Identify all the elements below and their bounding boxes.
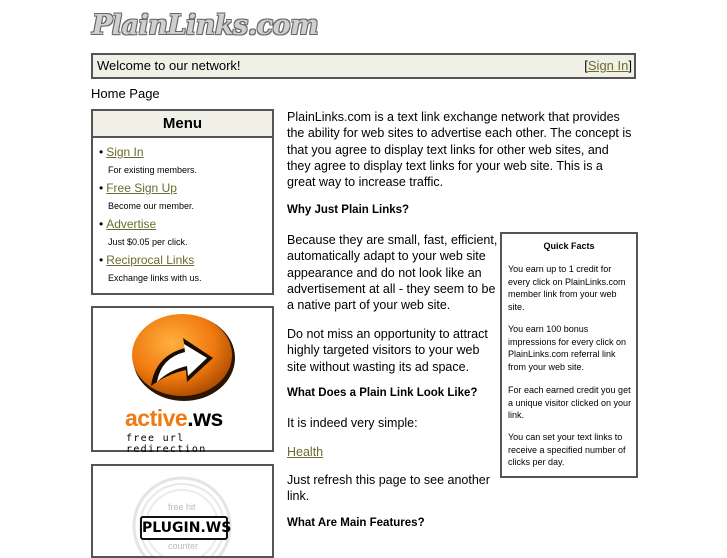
- plugin-ws-bottom-text: counter: [168, 541, 199, 551]
- look-paragraph: It is indeed very simple:: [287, 416, 418, 430]
- site-logo[interactable]: PlainLinks.com: [92, 10, 319, 41]
- quick-facts-box: [500, 232, 638, 478]
- menu-desc-reciprocal: Exchange links with us.: [108, 273, 202, 283]
- bullet-icon: •: [99, 181, 104, 195]
- menu-item-free-signup: [99, 181, 177, 195]
- menu-item-advertise: [99, 217, 156, 231]
- menu-link-reciprocal[interactable]: Reciprocal Links: [106, 253, 195, 267]
- menu-item-signin: [99, 145, 144, 159]
- bullet-icon: •: [99, 145, 104, 159]
- refresh-paragraph: Just refresh this page to see another link.: [287, 473, 490, 504]
- menu-link-signin[interactable]: Sign In: [106, 145, 144, 159]
- menu-box: [91, 109, 274, 295]
- plugin-ws-banner[interactable]: [91, 464, 274, 558]
- menu-desc-signin: For existing members.: [108, 165, 198, 175]
- quick-facts-title: Quick Facts: [543, 241, 595, 251]
- why-heading: Why Just Plain Links?: [287, 204, 410, 216]
- welcome-message: Welcome to our network!: [97, 58, 241, 73]
- features-heading: What Are Main Features?: [287, 517, 425, 529]
- bracket-close: ]: [628, 58, 632, 73]
- bullet-icon: •: [99, 217, 104, 231]
- menu-title: Menu: [93, 111, 272, 138]
- active-ws-brand: active.ws: [125, 405, 223, 431]
- miss-paragraph: Do not miss an opportunity to attract highly targeted visitors to your web site without wasting its ad space.: [287, 327, 488, 374]
- why-paragraph: Because they are small, fast, efficient, automatically adapt to your web site appearance and do not look like an advertisement at all - they seem to be a native part of your web site.: [287, 233, 498, 313]
- active-ws-banner[interactable]: [91, 306, 274, 455]
- menu-desc-advertise: Just $0.05 per click.: [108, 237, 188, 247]
- menu-item-reciprocal: [99, 253, 194, 267]
- plugin-ws-top-text: free hit: [168, 502, 196, 512]
- signin-link[interactable]: Sign In: [587, 58, 629, 73]
- welcome-bar: [91, 53, 636, 79]
- intro-paragraph: PlainLinks.com is a text link exchange network that provides the ability for web sites to advertise each other. The concept is that you agree to display text links for other web sites, and they agree to display text links for your web site. This is a great way to increase traffic.: [287, 110, 632, 190]
- plugin-ws-brand: PLUGIN.WS: [140, 516, 228, 540]
- quick-fact-item: You earn 100 bonus impressions for every click on PlainLinks.com referral link from your web site.: [508, 324, 627, 372]
- bracket-open: [: [584, 58, 588, 73]
- signin-link-wrapper: [584, 58, 632, 73]
- quick-fact-item: For each earned credit you get a unique visitor clicked on your link.: [508, 385, 632, 420]
- quick-fact-item: You earn up to 1 credit for every click on PlainLinks.com member link from your web site.: [508, 264, 626, 312]
- bullet-icon: •: [99, 253, 104, 267]
- sample-link[interactable]: Health: [287, 445, 324, 459]
- menu-desc-free-signup: Become our member.: [108, 201, 195, 211]
- look-heading: What Does a Plain Link Look Like?: [287, 387, 478, 399]
- breadcrumb: Home Page: [91, 86, 160, 101]
- menu-link-free-signup[interactable]: Free Sign Up: [106, 181, 177, 195]
- active-ws-tagline: free url redirection: [126, 433, 207, 455]
- quick-fact-item: You can set your text links to receive a specified number of clicks per day.: [508, 432, 626, 467]
- menu-link-advertise[interactable]: Advertise: [106, 217, 157, 231]
